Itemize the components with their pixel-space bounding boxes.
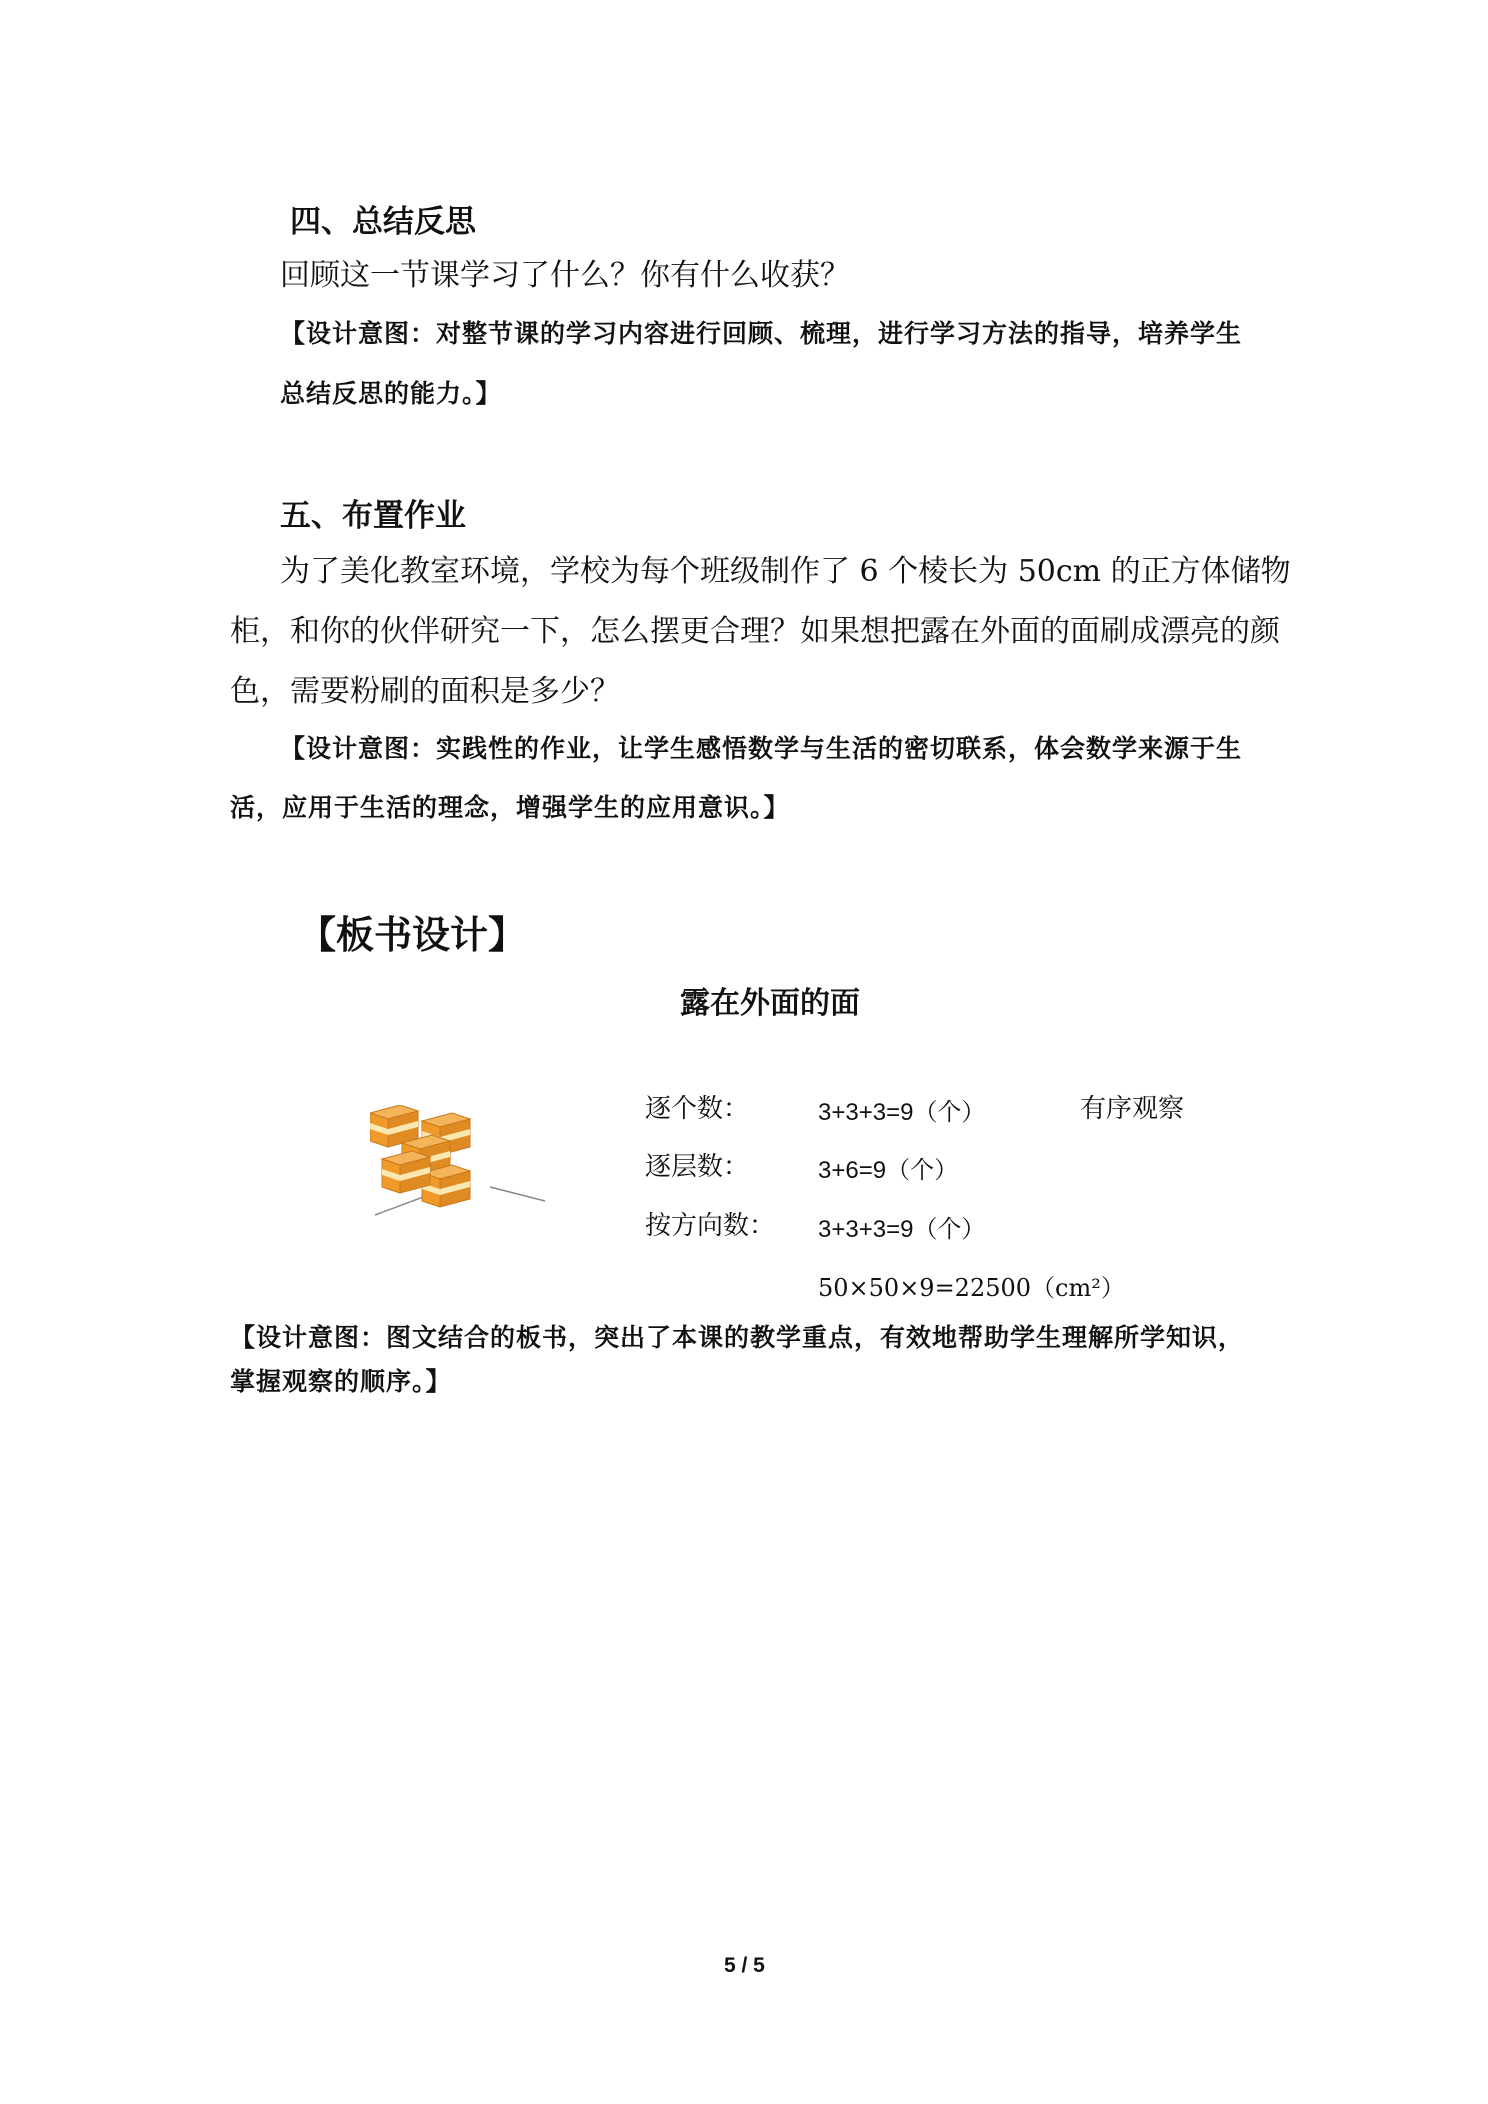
board-area-formula: 50×50×9=22500（cm²） [818, 1274, 1125, 1302]
section-heading-homework: 五、布置作业 [280, 498, 466, 534]
board-intent-line-2: 掌握观察的顺序。】 [230, 1367, 452, 1396]
page-number: 5 / 5 [724, 1954, 765, 1977]
board-row-value-3: 3+3+3=9（个） [818, 1216, 986, 1243]
board-row-value-1: 3+3+3=9（个） [818, 1099, 986, 1126]
section-heading-summary: 四、总结反思 [290, 204, 476, 240]
board-design-heading: 【板书设计】 [298, 913, 527, 957]
homework-intent-line-2: 活，应用于生活的理念，增强学生的应用意识。】 [230, 793, 790, 822]
summary-question: 回顾这一节课学习了什么？你有什么收获？ [280, 258, 850, 293]
board-row-label-3: 按方向数： [645, 1211, 776, 1241]
homework-body-line-2: 柜，和你的伙伴研究一下，怎么摆更合理？如果想把露在外面的面刷成漂亮的颜 [230, 614, 1280, 649]
cube-stack-illustration [370, 1105, 560, 1225]
summary-intent-line-1: 【设计意图：对整节课的学习内容进行回顾、梳理，进行学习方法的指导，培养学生 [280, 319, 1243, 348]
board-title: 露在外面的面 [680, 986, 860, 1021]
summary-intent-line-2: 总结反思的能力。】 [280, 379, 502, 408]
board-row-note-1: 有序观察 [1080, 1094, 1185, 1124]
board-row-label-1: 逐个数： [645, 1094, 750, 1124]
board-row-value-2: 3+6=9（个） [818, 1157, 959, 1184]
board-intent-line-1: 【设计意图：图文结合的板书，突出了本课的教学重点，有效地帮助学生理解所学知识， [230, 1323, 1245, 1352]
homework-intent-line-1: 【设计意图：实践性的作业，让学生感悟数学与生活的密切联系，体会数学来源于生 [280, 734, 1243, 763]
board-row-label-2: 逐层数： [645, 1152, 750, 1182]
homework-body-line-3: 色，需要粉刷的面积是多少？ [230, 674, 620, 709]
homework-body-line-1: 为了美化教室环境，学校为每个班级制作了 6 个棱长为 50cm 的正方体储物 [280, 554, 1291, 589]
